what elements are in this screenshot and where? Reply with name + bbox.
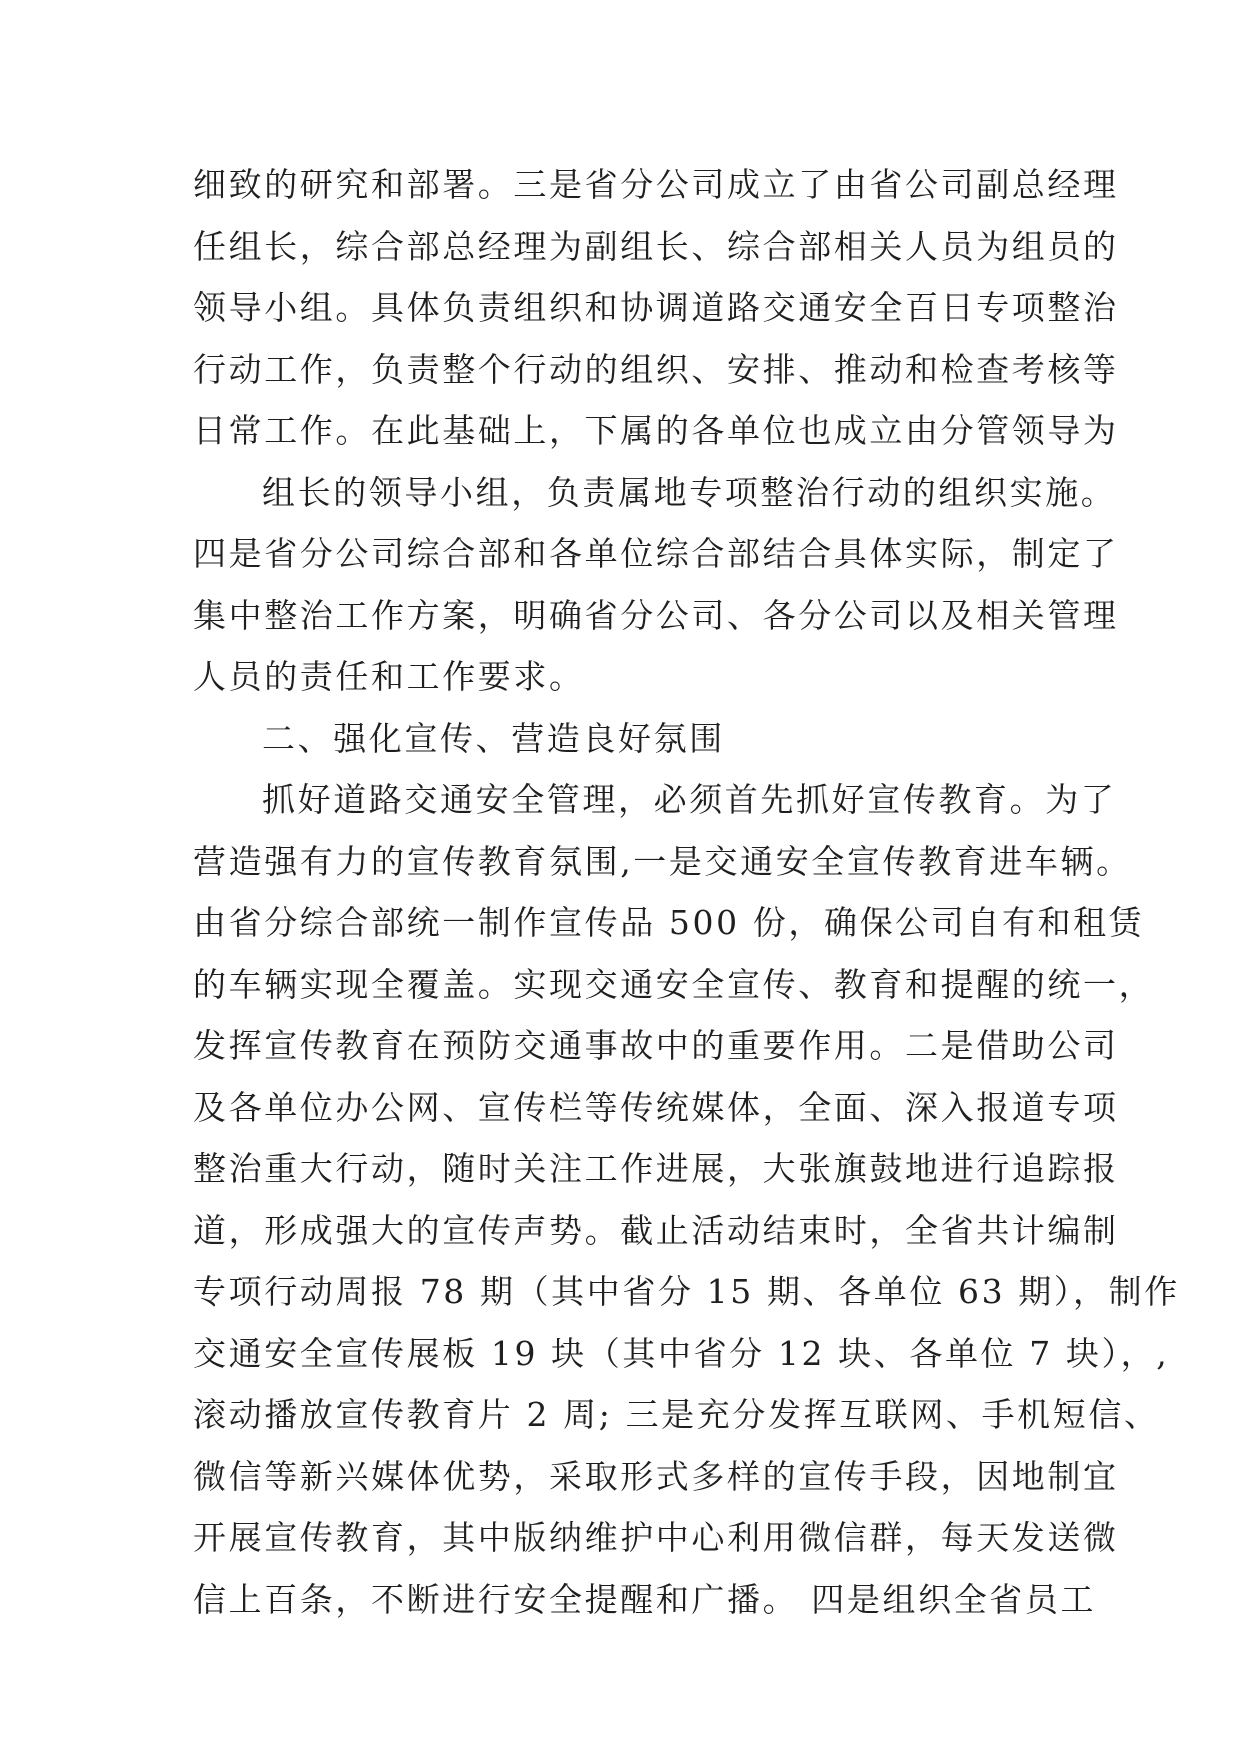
- text-line: 信上百条，不断进行安全提醒和广播。 四是组织全省员工: [193, 1579, 1097, 1619]
- text-line: 抓好道路交通安全管理，必须首先抓好宣传教育。为了: [262, 780, 1117, 819]
- text-line: 营造强有力的宣传教育氛围,一是交通安全宣传教育进车辆。: [193, 841, 1132, 881]
- text-line: 由省分综合部统一制作宣传品 500 份，确保公司自有和租赁: [193, 903, 1145, 942]
- text-line: 整治重大行动，随时关注工作进展，大张旗鼓地进行追踪报: [193, 1149, 1119, 1188]
- text-line: 的车辆实现全覆盖。实现交通安全宣传、教育和提醒的统一，: [193, 964, 1155, 1004]
- text-line: 细致的研究和部署。三是省分公司成立了由省公司副总经理: [193, 165, 1119, 204]
- document-body: [193, 154, 1180, 1630]
- text-line: 人员的责任和工作要求。: [193, 657, 585, 696]
- text-line: 集中整治工作方案，明确省分公司、各分公司以及相关管理: [193, 595, 1119, 635]
- text-line: 开展宣传教育，其中版纳维护中心利用微信群，每天发送微: [193, 1518, 1119, 1557]
- text-line: 组长的领导小组，负责属地专项整治行动的组织实施。: [262, 472, 1117, 512]
- text-line: 道，形成强大的宣传声势。截止活动结束时，全省共计编制: [193, 1210, 1119, 1250]
- text-line: 发挥宣传教育在预防交通事故中的重要作用。二是借助公司: [193, 1026, 1119, 1065]
- section-heading: 二、强化宣传、营造良好氛围: [262, 718, 725, 758]
- text-line: 行动工作，负责整个行动的组织、安排、推动和检查考核等: [193, 349, 1119, 389]
- text-line: 任组长，综合部总经理为副组长、综合部相关人员为组员的: [193, 226, 1119, 266]
- text-line: 交通安全宣传展板 19 块（其中省分 12 块、各单位 7 块），,: [193, 1333, 1170, 1373]
- text-line: 日常工作。在此基础上，下属的各单位也成立由分管领导为: [193, 411, 1119, 450]
- text-line: 微信等新兴媒体优势，采取形式多样的宣传手段，因地制宜: [193, 1456, 1119, 1496]
- text-line: 专项行动周报 78 期（其中省分 15 期、各单位 63 期），制作: [193, 1272, 1180, 1311]
- text-line: 滚动播放宣传教育片 2 周; 三是充分发挥互联网、手机短信、: [193, 1395, 1160, 1434]
- text-line: 四是省分公司综合部和各单位综合部结合具体实际，制定了: [193, 534, 1119, 573]
- text-line: 领导小组。具体负责组织和协调道路交通安全百日专项整治: [193, 288, 1119, 327]
- text-line: 及各单位办公网、宣传栏等传统媒体，全面、深入报道专项: [193, 1087, 1119, 1127]
